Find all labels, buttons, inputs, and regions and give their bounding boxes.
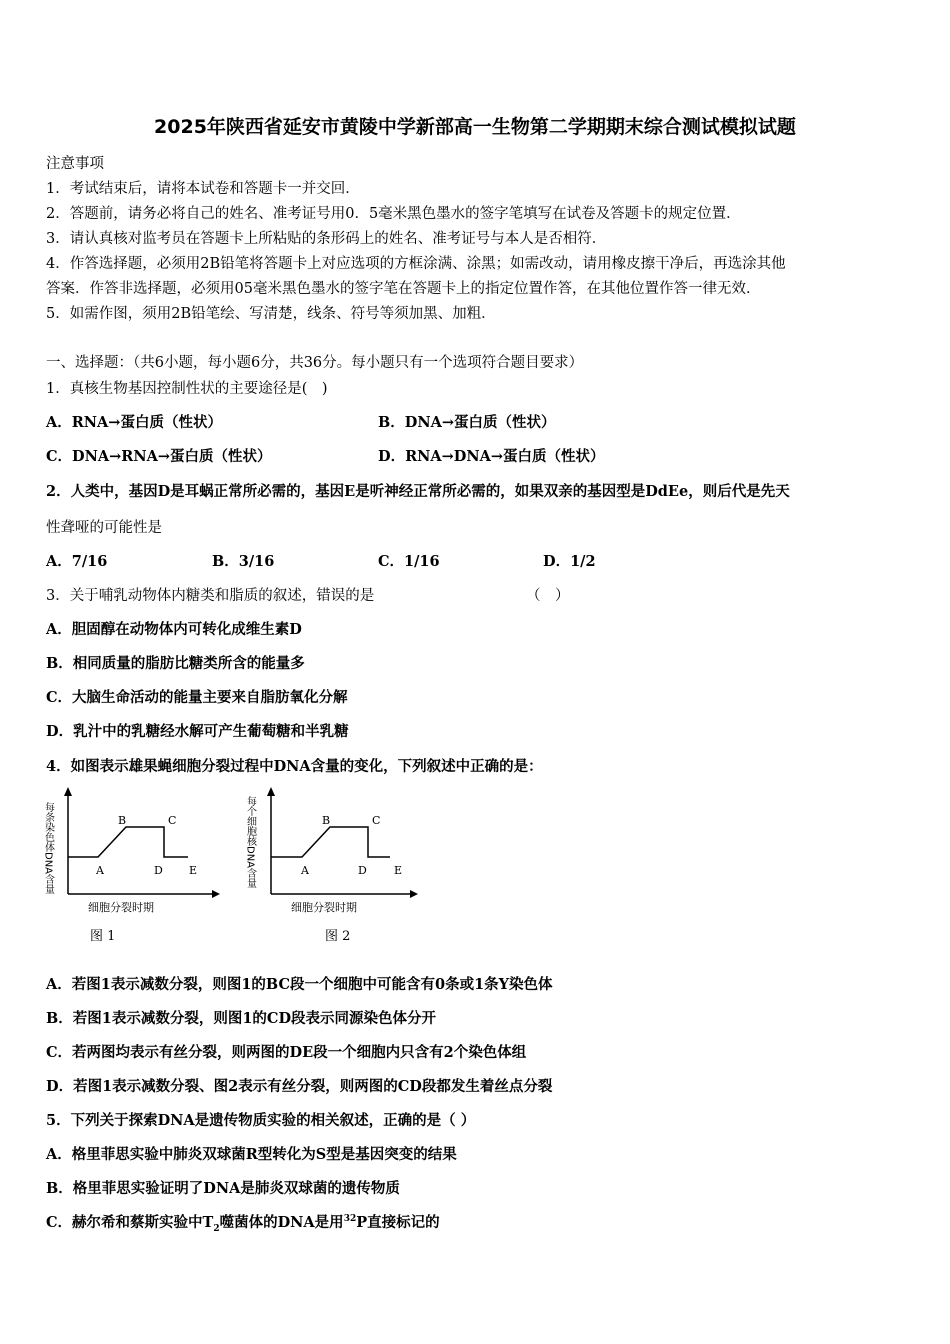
fig1-point-d: D bbox=[154, 864, 163, 877]
q4-option-b: B．若图1表示减数分裂，则图1的CD段表示同源染色体分开 bbox=[46, 1010, 437, 1027]
fig1-point-c: C bbox=[168, 814, 177, 827]
section-heading: 一、选择题：（共6小题，每小题6分，共36分。每小题只有一个选项符合题目要求） bbox=[46, 355, 584, 371]
fig2-xlabel: 细胞分裂时期 bbox=[291, 901, 357, 914]
q1-option-a: A．RNA→蛋白质（性状） bbox=[46, 414, 222, 431]
notice-item-1: 1．考试结束后，请将本试卷和答题卡一并交回． bbox=[46, 181, 360, 197]
q1-option-d: D．RNA→DNA→蛋白质（性状） bbox=[378, 448, 605, 465]
q1-stem: 1．真核生物基因控制性状的主要途径是( ) bbox=[46, 381, 328, 397]
fig2-point-b: B bbox=[322, 814, 331, 827]
notice-item-2: 2．答题前，请务必将自己的姓名、准考证号用0．5毫米黑色墨水的签字笔填写在试卷及答题卡的规定位置． bbox=[46, 206, 741, 222]
fig1-xlabel: 细胞分裂时期 bbox=[88, 901, 154, 914]
fig2-caption: 图 2 bbox=[325, 929, 351, 944]
fig2-point-d: D bbox=[358, 864, 367, 877]
fig2-point-a: A bbox=[301, 864, 309, 877]
q3-answer-paren: （ ） bbox=[526, 588, 570, 604]
q3-stem: 3．关于哺乳动物体内糖类和脂质的叙述，错误的是 bbox=[46, 588, 375, 604]
q5-option-c bbox=[46, 1211, 440, 1234]
q3-option-b: B．相同质量的脂肪比糖类所含的能量多 bbox=[46, 655, 305, 672]
notice-item-5: 5．如需作图，须用2B铅笔绘、写清楚，线条、符号等须加黑、加粗． bbox=[46, 306, 496, 322]
q5-option-c-text-1: C．赫尔希和蔡斯实验中T bbox=[46, 1214, 214, 1231]
q2-stem-2: 性聋哑的可能性是 bbox=[46, 520, 162, 536]
q5-option-c-sub: 2 bbox=[213, 1223, 220, 1234]
q5-option-c-sup: 32 bbox=[343, 1214, 357, 1225]
q2-option-a: A．7/16 bbox=[46, 553, 108, 570]
fig2-point-e: E bbox=[394, 864, 403, 877]
q4-stem: 4．如图表示雄果蝇细胞分裂过程中DNA含量的变化，下列叙述中正确的是： bbox=[46, 758, 543, 775]
q5-option-a: A．格里菲思实验中肺炎双球菌R型转化为S型是基因突变的结果 bbox=[46, 1146, 457, 1163]
fig2-ylabel: 每个细胞核DNA含量 bbox=[244, 796, 256, 889]
q2-stem-1: 2．人类中，基因D是耳蜗正常所必需的，基因E是听神经正常所必需的，如果双亲的基因型是DdEe，则后代是先天 bbox=[46, 483, 790, 500]
q5-option-c-text-3: P直接标记的 bbox=[356, 1214, 440, 1231]
q4-option-d: D．若图1表示减数分裂、图2表示有丝分裂，则两图的CD段都发生着丝点分裂 bbox=[46, 1078, 553, 1095]
figure-1 bbox=[40, 784, 220, 954]
q2-option-b: B．3/16 bbox=[212, 553, 275, 570]
q4-option-a: A．若图1表示减数分裂，则图1的BC段一个细胞中可能含有0条或1条Y染色体 bbox=[46, 976, 553, 993]
q4-option-c: C．若两图均表示有丝分裂，则两图的DE段一个细胞内只含有2个染色体组 bbox=[46, 1044, 527, 1061]
fig1-point-e: E bbox=[189, 864, 198, 877]
notice-heading: 注意事项 bbox=[46, 156, 104, 172]
notice-item-4b: 答案．作答非选择题，必须用05毫米黑色墨水的签字笔在答题卡上的指定位置作答，在其他位置作答一律无效． bbox=[46, 281, 761, 297]
q3-option-d: D．乳汁中的乳糖经水解可产生葡萄糖和半乳糖 bbox=[46, 723, 349, 740]
page-title: 2025年陕西省延安市黄陵中学新部高一生物第二学期期末综合测试模拟试题 bbox=[154, 116, 796, 138]
fig1-point-a: A bbox=[96, 864, 104, 877]
fig2-point-c: C bbox=[372, 814, 381, 827]
q1-option-c: C．DNA→RNA→蛋白质（性状） bbox=[46, 448, 272, 465]
q3-option-a: A．胆固醇在动物体内可转化成维生素D bbox=[46, 621, 302, 638]
fig1-ylabel: 每条染色体DNA含量 bbox=[42, 802, 54, 895]
q2-option-c: C．1/16 bbox=[378, 553, 440, 570]
q5-option-b: B．格里菲思实验证明了DNA是肺炎双球菌的遗传物质 bbox=[46, 1180, 400, 1197]
figure-2 bbox=[238, 784, 418, 954]
fig1-caption: 图 1 bbox=[90, 929, 116, 944]
q2-option-d: D．1/2 bbox=[543, 553, 596, 570]
notice-item-3: 3．请认真核对监考员在答题卡上所粘贴的条形码上的姓名、准考证号与本人是否相符． bbox=[46, 231, 607, 247]
q1-option-b: B．DNA→蛋白质（性状） bbox=[378, 414, 556, 431]
notice-item-4a: 4．作答选择题，必须用2B铅笔将答题卡上对应选项的方框涂满、涂黑；如需改动，请用橡皮擦干净后，再选涂其他 bbox=[46, 256, 786, 272]
q5-option-c-text-2: 噬菌体的DNA是用 bbox=[219, 1214, 344, 1231]
q3-option-c: C．大脑生命活动的能量主要来自脂肪氧化分解 bbox=[46, 689, 348, 706]
fig1-point-b: B bbox=[118, 814, 127, 827]
q5-stem: 5．下列关于探索DNA是遗传物质实验的相关叙述，正确的是（ ） bbox=[46, 1112, 476, 1129]
